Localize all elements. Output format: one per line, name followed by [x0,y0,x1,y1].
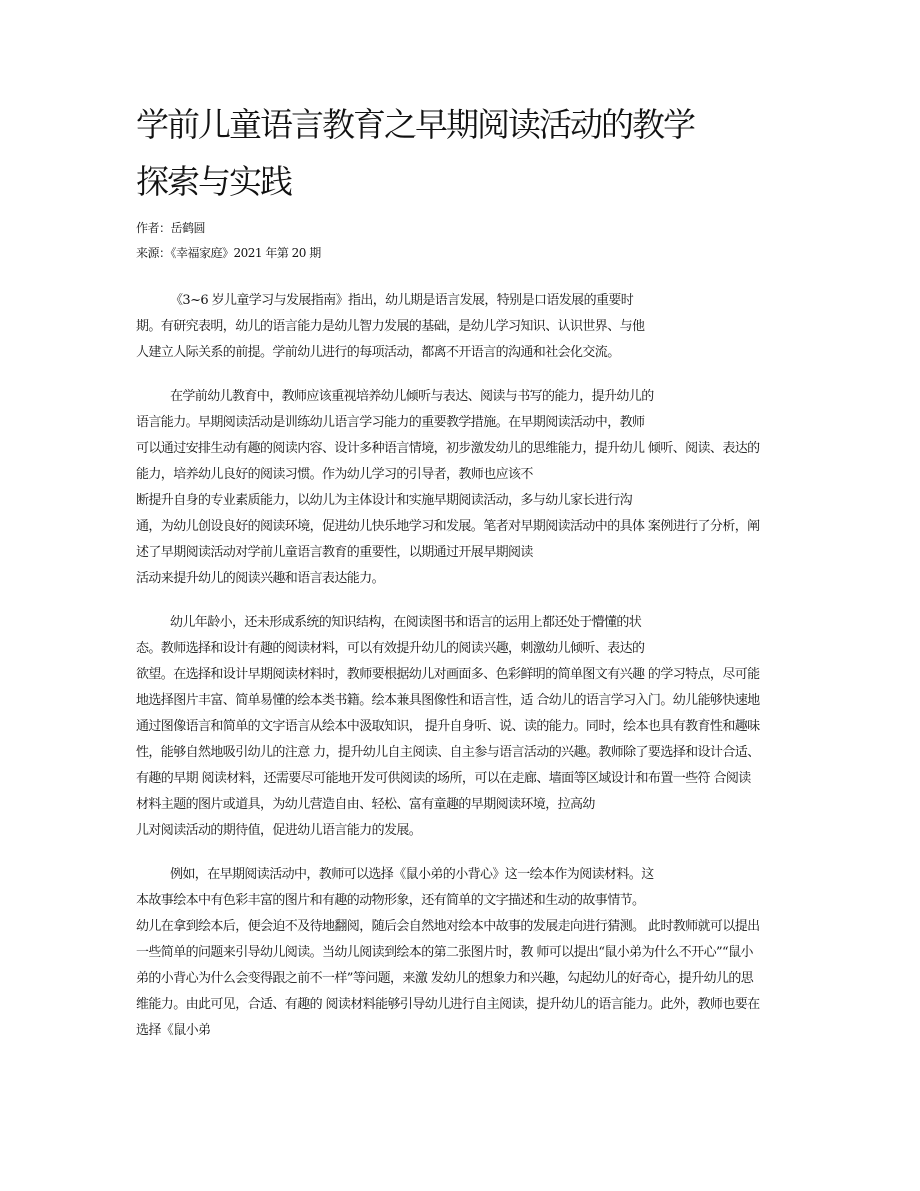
paragraph-2-line-3: 可以通过安排生动有趣的阅读内容、设计多种语言情境，初步激发幼儿的思维能力，提升幼儿 倾听、阅读、表达的 [136,441,760,456]
article-source: 来源：《幸福家庭》2021 年第 20 期 [136,246,321,260]
paragraph-1-line-2: 期。有研究表明，幼儿的语言能力是幼儿智力发展的基础，是幼儿学习知识、认识世界、与他 [136,319,645,334]
paragraph-3-line-3: 欲望。在选择和设计早期阅读材料时，教师要根据幼儿对画面多、色彩鲜明的简单图文有兴趣 的学习特点，尽可能 [136,667,760,682]
paragraph-4-line-1: 例如，在早期阅读活动中，教师可以选择《鼠小弟的小背心》这一绘本作为阅读材料。这 [170,867,654,882]
paragraph-4-line-2: 本故事绘本中有色彩丰富的图片和有趣的动物形象，还有简单的文字描述和生动的故事情节。 [136,893,645,908]
paragraph-4-line-4: 一些简单的问题来引导幼儿阅读。当幼儿阅读到绘本的第二张图片时，教 师可以提出“鼠小弟为什么不开心”“鼠小 [136,945,753,960]
paragraph-3-line-2: 态。教师选择和设计有趣的阅读材料，可以有效提升幼儿的阅读兴趣，刺激幼儿倾听、表达的 [136,641,645,656]
paragraph-2-line-7: 述了早期阅读活动对学前儿童语言教育的重要性，以期通过开展早期阅读 [136,545,533,560]
paragraph-1-line-3: 人建立人际关系的前提。学前幼儿进行的每项活动，都离不开语言的沟通和社会化交流。 [136,345,620,360]
paragraph-3-line-5: 通过图像语言和简单的文字语言从绘本中汲取知识， 提升自身听、说、读的能力。同时，绘本也具有教育性和趣味 [136,719,760,734]
paragraph-4-line-6: 维能力。由此可见，合适、有趣的 阅读材料能够引导幼儿进行自主阅读，提升幼儿的语言能力。此外，教师也要在 [136,997,760,1012]
paragraph-4-line-3: 幼儿在拿到绘本后，便会迫不及待地翻阅，随后会自然地对绘本中故事的发展走向进行猜测。 此时教师就可以提出 [136,919,760,934]
paragraph-4-line-7: 选择《鼠小弟 [136,1023,211,1038]
paragraph-3-line-9: 儿对阅读活动的期待值，促进幼儿语言能力的发展。 [136,823,422,838]
paragraph-3-line-8: 材料主题的图片或道具，为幼儿营造自由、轻松、富有童趣的早期阅读环境，拉高幼 [136,797,595,812]
paragraph-2-line-1: 在学前幼儿教育中，教师应该重视培养幼儿倾听与表达、阅读与书写的能力，提升幼儿的 [170,389,654,404]
article-title: 学前儿童语言教育之早期阅读活动的教学探索与实践 [136,105,694,201]
paragraph-3-line-4: 地选择图片丰富、简单易懂的绘本类书籍。绘本兼具图像性和语言性，适 合幼儿的语言学习入门。幼儿能够快速地 [136,693,760,708]
paragraph-2-line-5: 断提升自身的专业素质能力，以幼儿为主体设计和实施早期阅读活动，多与幼儿家长进行沟 [136,493,633,508]
paragraph-2-line-8: 活动来提升幼儿的阅读兴趣和语言表达能力。 [136,571,385,586]
paragraph-1-line-1: 《3~6 岁儿童学习与发展指南》指出，幼儿期是语言发展，特别是口语发展的重要时 [170,293,634,308]
paragraph-2-line-4: 能力，培养幼儿良好的阅读习惯。作为幼儿学习的引导者，教师也应该不 [136,467,533,482]
paragraph-3-line-6: 性，能够自然地吸引幼儿的注意 力，提升幼儿自主阅读、自主参与语言活动的兴趣。教师除了要选择和设计合适、 [136,745,760,760]
paragraph-2-line-6: 通，为幼儿创设良好的阅读环境，促进幼儿快乐地学习和发展。笔者对早期阅读活动中的具体 案例进行了分析，阐 [136,519,760,534]
paragraph-4-line-5: 弟的小背心为什么会变得跟之前不一样”等问题，来激 发幼儿的想象力和兴趣，勾起幼儿的好奇心，提升幼儿的思 [136,971,754,986]
article-author: 作者：岳鹤圆 [136,221,206,235]
paragraph-3-line-1: 幼儿年龄小，还未形成系统的知识结构，在阅读图书和语言的运用上都还处于懵懂的状 [170,615,642,630]
paragraph-2-line-2: 语言能力。早期阅读活动是训练幼儿语言学习能力的重要教学措施。在早期阅读活动中，教师 [136,415,645,430]
paragraph-3-line-7: 有趣的早期 阅读材料，还需要尽可能地开发可供阅读的场所，可以在走廊、墙面等区域设计和布置一些符 合阅读 [136,771,751,786]
